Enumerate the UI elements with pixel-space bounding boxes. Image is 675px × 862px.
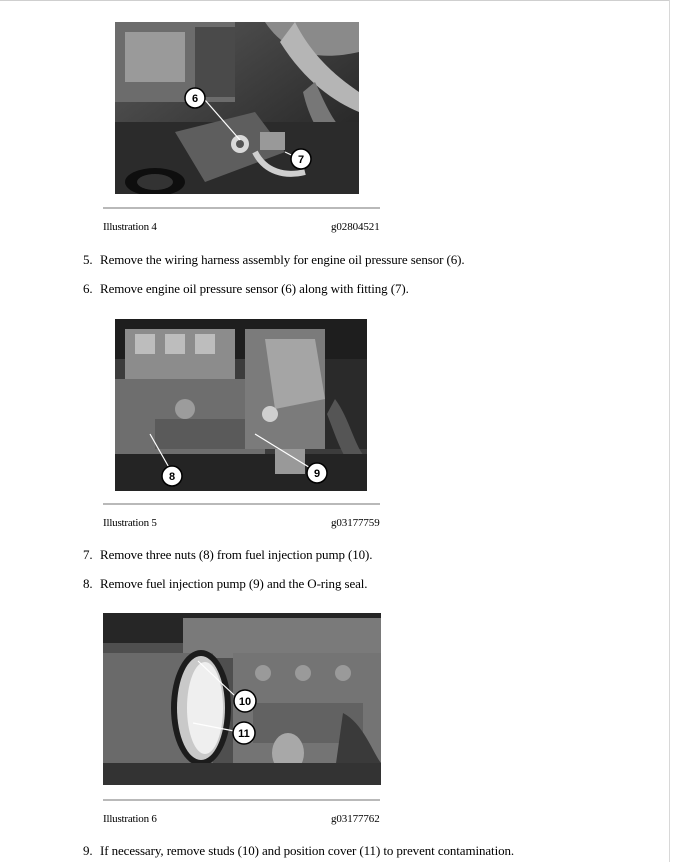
svg-text:8: 8: [168, 471, 176, 483]
illustration-5-rule: [103, 503, 380, 505]
svg-text:6: 6: [191, 93, 199, 105]
illustration-4-rule: [103, 207, 380, 209]
step-6: 6. Remove engine oil pressure sensor (6) along with fitting (7).: [83, 281, 409, 296]
callout-8: [162, 466, 182, 486]
step-9: 9. If necessary, remove studs (10) and position cover (11) to prevent contamination.: [83, 843, 515, 858]
illustration-5-code: g03177759: [331, 517, 380, 529]
illustration-4-code: g02804521: [331, 221, 380, 233]
illustration-4-caption: Illustration 4: [103, 221, 157, 233]
illustration-6-caption: Illustration 6: [103, 813, 157, 825]
illustration-6-code: g03177762: [331, 813, 380, 825]
step-5: 5. Remove the wiring harness assembly for engine oil pressure sensor (6).: [83, 252, 465, 267]
svg-text:7: 7: [297, 154, 305, 166]
page-top-rule: [0, 0, 669, 1]
svg-text:9: 9: [313, 468, 321, 480]
illustration-5-photo: [115, 319, 367, 491]
callout-11: [233, 722, 255, 744]
illustration-4-photo: [115, 22, 359, 194]
illustration-6-photo: [103, 613, 381, 785]
callout-9: [307, 463, 327, 483]
callout-10: [234, 690, 256, 712]
step-7: 7. Remove three nuts (8) from fuel injection pump (10).: [83, 547, 373, 562]
illustration-6-rule: [103, 799, 380, 801]
svg-text:11: 11: [238, 728, 250, 740]
illustration-5-caption: Illustration 5: [103, 517, 157, 529]
svg-text:10: 10: [238, 696, 252, 708]
page-edge-rule: [669, 0, 670, 862]
step-8: 8. Remove fuel injection pump (9) and the O-ring seal.: [83, 576, 368, 591]
callout-7: [291, 149, 311, 169]
callout-6: [185, 88, 205, 108]
